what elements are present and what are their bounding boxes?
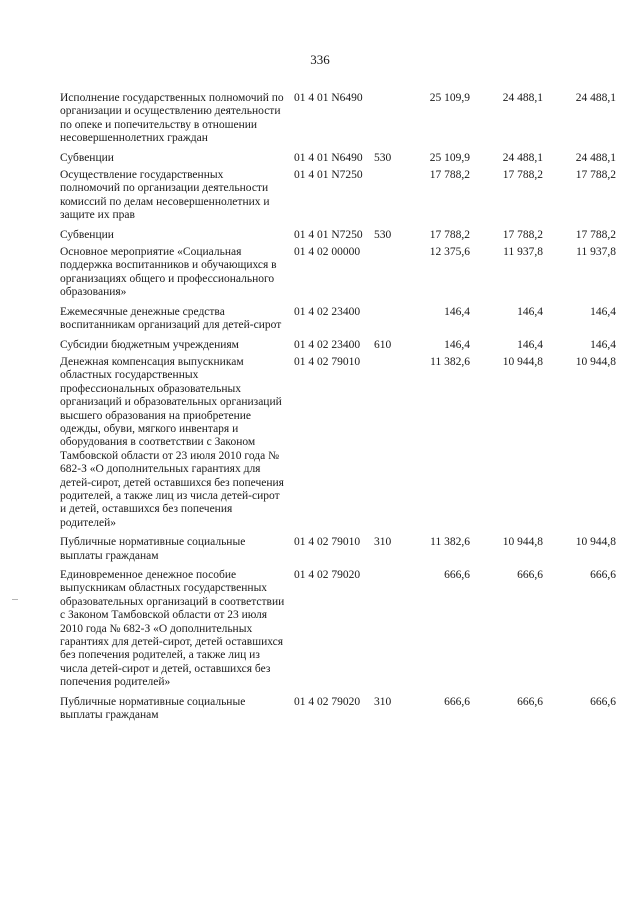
- row-value-3: 146,4: [590, 305, 616, 318]
- row-code: 01 4 01 N6490: [294, 151, 363, 164]
- page-number: 336: [310, 52, 330, 67]
- row-value-2: 11 937,8: [503, 246, 543, 259]
- row-kvr: 610: [374, 338, 392, 351]
- row-value-2: 666,6: [517, 569, 543, 581]
- row-kvr: 310: [374, 536, 392, 549]
- row-code: 01 4 02 00000: [294, 246, 361, 259]
- row-name: Денежная компенсация выпускникам областных государственных профессиональных образовательных организаций и образовательных организаций высшего образования на приобретение одежды, обуви, мягкого инвентаря и оборудования в соответствии с Законом Тамбовской области от 23 июля 2010 года № 682-З «О дополнительных гарантиях для детей-сирот, детей оставшихся без попечения родителей, а также лиц из числа детей-сирот и детей, оставшихся без попечения родителей»: [60, 355, 284, 529]
- table-row: [60, 696, 620, 723]
- row-name: Основное мероприятие «Социальная поддержка воспитанников и обучающихся в организациях общего и профессионального образования»: [60, 246, 277, 299]
- table-row: [60, 92, 620, 146]
- row-code: 01 4 01 N7250: [294, 169, 363, 182]
- table-row: [60, 229, 620, 242]
- row-code: 01 4 02 79020: [294, 569, 361, 581]
- row-value-2: 10 944,8: [502, 536, 543, 549]
- row-name: Субвенции: [60, 228, 114, 241]
- table-row: [60, 306, 620, 333]
- row-value-3: 11 937,8: [576, 246, 616, 259]
- row-kvr: 310: [374, 695, 392, 708]
- row-kvr: 530: [374, 151, 392, 164]
- row-value-1: 666,6: [444, 569, 470, 581]
- row-value-3: 10 944,8: [575, 355, 616, 368]
- row-code: 01 4 01 N7250: [294, 228, 363, 241]
- table-row: [60, 569, 620, 690]
- row-value-3: 666,6: [590, 695, 616, 708]
- row-value-2: 146,4: [517, 338, 543, 351]
- table-row: [60, 356, 620, 530]
- row-value-1: 17 788,2: [429, 228, 470, 241]
- row-value-1: 12 375,6: [429, 246, 470, 259]
- row-value-2: 17 788,2: [502, 228, 543, 241]
- row-value-3: 24 488,1: [575, 151, 616, 164]
- budget-table: [60, 92, 620, 722]
- row-code: 01 4 02 79020: [294, 695, 361, 708]
- row-value-2: 17 788,2: [502, 169, 543, 182]
- row-value-3: 17 788,2: [575, 169, 616, 182]
- row-value-2: 10 944,8: [502, 355, 543, 368]
- row-value-3: 666,6: [590, 569, 616, 581]
- row-value-1: 666,6: [444, 695, 470, 708]
- row-name: Единовременное денежное пособие выпускникам областных государственных образовательных организаций в соответствии с Законом Тамбовской области от 23 июля 2010 года № 682-З «О дополнительных гарантиях для детей-сирот, детей оставшихся без попечения родителей, а также лиц из числа детей-сирот и детей, оставшихся без попечения родителей»: [60, 569, 285, 689]
- row-name: Субсидии бюджетным учреждениям: [60, 338, 239, 351]
- row-value-1: 146,4: [444, 305, 470, 318]
- row-name: Исполнение государственных полномочий по организации и осуществлению деятельности по опеке и попечительству в отношении несовершеннолетних граждан: [60, 92, 284, 145]
- row-value-1: 25 109,9: [429, 151, 470, 164]
- row-code: 01 4 02 79010: [294, 536, 361, 549]
- row-name: Осуществление государственных полномочий по организации деятельности комиссий по делам несовершеннолетних и защите их прав: [60, 169, 270, 222]
- row-name: Публичные нормативные социальные выплаты гражданам: [60, 695, 246, 722]
- scan-mark: [12, 599, 18, 600]
- row-value-1: 25 109,9: [429, 92, 470, 104]
- row-code: 01 4 01 N6490: [294, 92, 363, 104]
- row-value-1: 17 788,2: [429, 169, 470, 182]
- row-value-2: 666,6: [517, 695, 543, 708]
- row-code: 01 4 02 23400: [294, 338, 361, 351]
- row-value-3: 17 788,2: [575, 228, 616, 241]
- row-value-2: 146,4: [517, 305, 543, 318]
- row-value-1: 11 382,6: [430, 355, 470, 368]
- row-code: 01 4 02 79010: [294, 355, 361, 368]
- row-name: Ежемесячные денежные средства воспитанникам организаций для детей-сирот: [60, 305, 282, 332]
- row-value-3: 146,4: [590, 338, 616, 351]
- row-value-2: 24 488,1: [502, 92, 543, 104]
- row-code: 01 4 02 23400: [294, 305, 361, 318]
- row-name: Субвенции: [60, 151, 114, 164]
- row-name: Публичные нормативные социальные выплаты гражданам: [60, 536, 246, 562]
- row-value-3: 24 488,1: [575, 92, 616, 104]
- table-row: [60, 169, 620, 223]
- row-kvr: 530: [374, 228, 392, 241]
- row-value-3: 10 944,8: [575, 536, 616, 549]
- row-value-1: 11 382,6: [430, 536, 470, 549]
- table-row: [60, 339, 620, 352]
- table-row: [60, 536, 620, 563]
- row-value-2: 24 488,1: [502, 151, 543, 164]
- table-row: [60, 152, 620, 165]
- table-row: [60, 246, 620, 300]
- row-value-1: 146,4: [444, 338, 470, 351]
